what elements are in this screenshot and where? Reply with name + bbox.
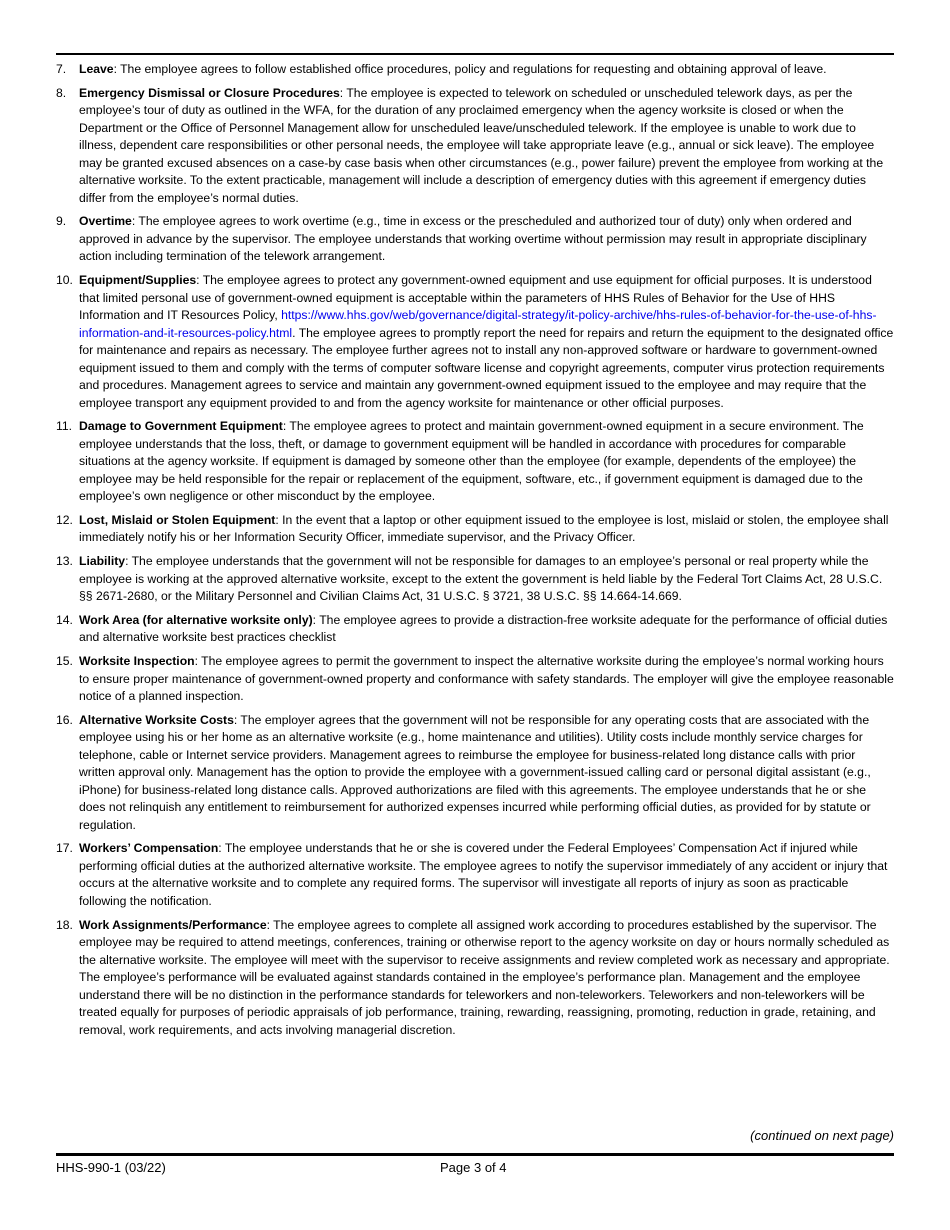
term-item-overtime (56, 213, 894, 266)
term-item-equipment-supplies (56, 272, 894, 412)
agreement-terms-list (56, 61, 894, 1045)
term-heading: Emergency Dismissal or Closure Procedures (79, 85, 340, 100)
term-body (79, 85, 894, 208)
term-number: 9. (56, 214, 67, 229)
page-number: Page 3 of 4 (440, 1160, 507, 1175)
term-number: 18. (56, 917, 73, 932)
term-item-emergency-dismissal (56, 85, 894, 208)
term-item-work-area (56, 612, 894, 647)
term-heading: Leave (79, 62, 114, 76)
term-number: 10. (56, 273, 73, 288)
term-body (79, 553, 894, 606)
term-item-worksite-inspection (56, 653, 894, 706)
term-item-work-assignments (56, 917, 894, 1040)
term-number: 11. (56, 419, 73, 434)
term-text: : The employee agrees to protect any government-owned equipment and use equipment for official purposes. It is understood that limited personal use of government-owned equipment is acceptable within the parameters of HHS Rules of Behavior for the Use of HHS Information and IT Resources Policy, (79, 273, 872, 323)
term-text: : The employee agrees to work overtime (e.g., time in excess or the prescheduled and authorized tour of duty) only when ordered and approved in advance by the supervisor. The employee understands that working overtime without permission may result in appropriate disciplinary action including termination of the telework arrangement. (79, 214, 867, 264)
term-heading: Work Area (for alternative worksite only) (79, 612, 313, 627)
term-heading: Damage to Government Equipment (79, 419, 283, 434)
term-item-liability (56, 553, 894, 606)
term-heading: Work Assignments/Performance (79, 917, 267, 932)
term-number: 8. (56, 85, 67, 100)
term-item-workers-compensation (56, 840, 894, 910)
term-body (79, 917, 894, 1040)
term-number: 7. (56, 62, 67, 76)
term-body (79, 418, 894, 506)
term-text: : In the event that a laptop or other equipment issued to the employee is lost, mislaid or stolen, the employee shall immediately notify his or her Information Security Officer, immediate supervisor, and the Privacy Officer. (79, 512, 889, 545)
term-body (79, 712, 894, 835)
term-text: : The employee agrees to permit the government to inspect the alternative worksite during the employee’s normal working hours to ensure proper maintenance of government-owned property and conformance with safety standards. The employer will give the employee reasonable notice of a planned inspection. (79, 654, 894, 703)
term-heading: Overtime (79, 214, 132, 229)
term-text: : The employee understands that the government will not be responsible for damages to an employee’s personal or real property while the employee is working at the approved alternative worksite, except to the extent the government is held liable by the Federal Tort Claims Act, 28 U.S.C. §§ 2671-2680, or the Military Personnel and Civilian Claims Act, 31 U.S.C. § 3721, 38 U.S.C. §§ 14.664-14.669. (79, 554, 883, 604)
footer-rule (56, 1153, 894, 1156)
term-body (79, 612, 894, 647)
term-text: : The employee agrees to protect and maintain government-owned equipment in a secure environment. The employee understands that the loss, theft, or damage to government equipment will be handled in accordance with procedures for comparable situations at the agency worksite. If equipment is damaged by someone other than the employee (for example, dependents of the employee) the employee may be held responsible for the repair or replacement of the equipment, software, etc., if government equipment is damaged due to the employee’s own negligence or other misconduct by the employee. (79, 419, 864, 504)
term-text: : The employer agrees that the government will not be responsible for any operating costs that are associated with the employee using his or her home as an alternative worksite (e.g., home maintenance and utilities). Utility costs include monthly service charges for telephone, cable or Internet service providers. Management agrees to reimburse the employee for business-related long distance calls with prior written approval only. Management has the option to provide the employee with a government-issued calling card or personal digital assistant (e.g., iPhone) for business-related long distance calls. Approved authorizations are filed with this agreements. The employee understands that he or she does not relinquish any entitlement to reimbursement for authorized expenses incurred while performing official duties, as provided for by statute or regulation. (79, 712, 871, 832)
term-text: : The employee agrees to follow established office procedures, policy and regulations for requesting and obtaining approval of leave. (113, 62, 827, 76)
term-body (79, 272, 894, 412)
term-body (79, 512, 894, 547)
term-heading: Worksite Inspection (79, 654, 195, 668)
hhs-rules-of-behavior-link[interactable]: https://www.hhs.gov/web/governance/digital-strategy/it-policy-archive/hhs-rules-of-behavior-for-the-use-of-hhs-information-and-it-resources-policy.html (79, 308, 877, 340)
term-heading: Workers’ Compensation (79, 841, 219, 856)
term-number: 13. (56, 554, 73, 569)
term-number: 12. (56, 512, 73, 527)
term-heading: Liability (79, 554, 126, 569)
term-body (79, 61, 894, 79)
term-number: 16. (56, 712, 73, 727)
term-item-lost-equipment (56, 512, 894, 547)
term-text-after-link: . The employee agrees to promptly report the need for repairs and return the equipment to the designated office for maintenance and repairs as necessary. The employee further agrees not to install any non-approved software or hardware to government-owned equipment issued to them and comply with the terms of computer software license and copyright agreements, computer virus protection requirements and procedures. Management agrees to service and maintain any government-owned equipment issued to the employee and may require that the employee transport any equipment provided to and from the agency worksite for maintenance or other official purposes. (79, 325, 894, 410)
term-heading: Lost, Mislaid or Stolen Equipment (79, 512, 276, 527)
term-body (79, 653, 894, 706)
term-body (79, 213, 894, 266)
term-text: : The employee understands that he or she is covered under the Federal Employees’ Compensation Act if injured while performing official duties at the authorized alternative worksite. The employee agrees to notify the supervisor immediately of any accident or injury that occurs at the alternative worksite and to complete any required forms. The supervisor will investigate all reports of injury as soon as practicable following the notification. (79, 841, 888, 908)
term-number: 15. (56, 654, 73, 668)
term-text: : The employee agrees to complete all assigned work according to procedures established by the supervisor. The employee may be required to attend meetings, conferences, training or otherwise report to the agency worksite on day or hours normally scheduled as the alternative worksite. The employee will meet with the supervisor to receive assignments and review completed work as necessary and appropriate. The employee’s performance will be evaluated against standards contained in the employee’s performance plan. Management and the employee understand there will be no distinction in the performance standards for teleworkers and non-teleworkers. Teleworkers and non-teleworkers will be treated equally for purposes of periodic appraisals of job performance, training, rewarding, reassigning, promoting, reduction in grade, retaining, and removal, work requirements, and acts involving managerial discretion. (79, 917, 890, 1037)
term-heading: Equipment/Supplies (79, 273, 197, 288)
term-text: : The employee agrees to provide a distraction-free worksite adequate for the performance of official duties and alternative worksite best practices checklist (79, 612, 888, 645)
term-text: : The employee is expected to telework on scheduled or unscheduled telework days, as per the employee’s tour of duty as outlined in the WFA, for the duration of any proclaimed emergency when the agency worksite is closed or when the Department or the Office of Personnel Management allow for unscheduled leave/unscheduled telework. If the employee is unable to work due to illness, dependent care responsibilities or other personal needs, the employee will take appropriate leave (e.g., annual or sick leave). The employee may be granted excused absences on a case-by case basis when other circumstances (e.g., power failure) prevent the employee from working at the alternative worksite. To the extent practicable, management will include a description of emergency duties with this agreement if emergency duties differ from the employee’s normal duties. (79, 85, 884, 205)
term-item-damage-equipment (56, 418, 894, 506)
term-item-worksite-costs (56, 712, 894, 835)
term-number: 17. (56, 841, 73, 856)
top-rule (56, 53, 894, 55)
term-heading: Alternative Worksite Costs (79, 712, 234, 727)
continued-note: (continued on next page) (750, 1128, 894, 1143)
form-id: HHS-990-1 (03/22) (56, 1160, 166, 1175)
term-item-leave (56, 61, 894, 79)
term-body (79, 840, 894, 910)
term-number: 14. (56, 612, 73, 627)
